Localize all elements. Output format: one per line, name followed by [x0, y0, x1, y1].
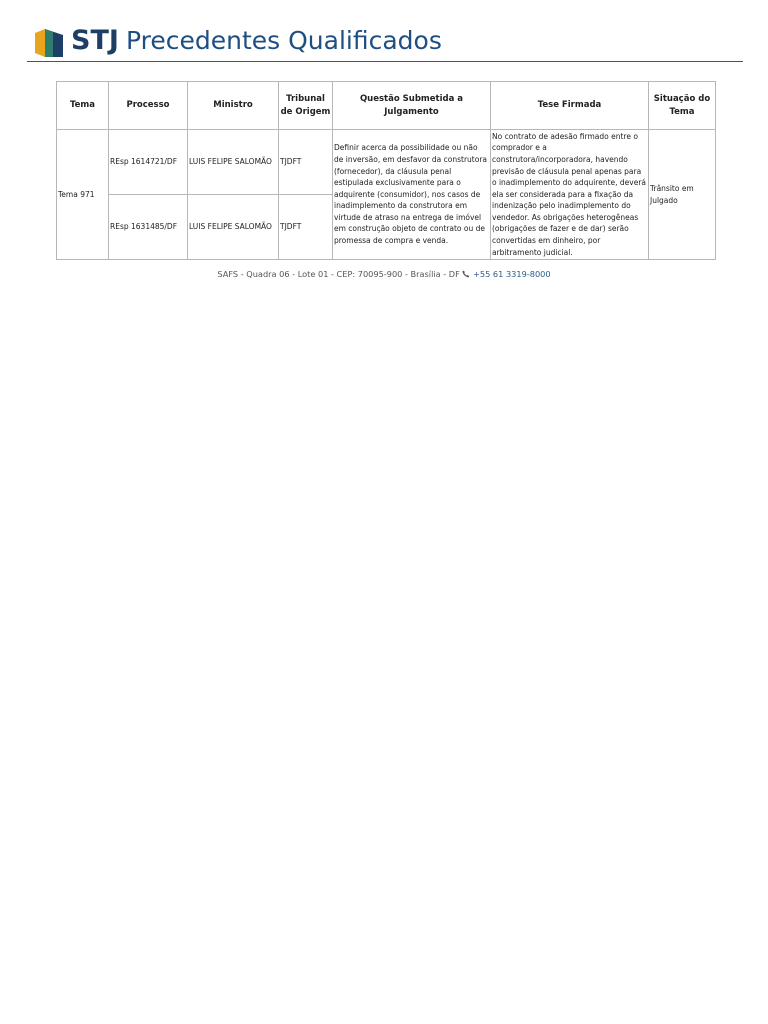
- footer-address: SAFS - Quadra 06 - Lote 01 - CEP: 70095-900 - Brasília - DF: [217, 269, 460, 279]
- page-title: Precedentes Qualificados: [126, 26, 442, 55]
- column-header-tese: Tese Firmada: [491, 82, 649, 130]
- cell-ministro: LUIS FELIPE SALOMÃO: [188, 195, 279, 260]
- column-header-situacao: Situação do Tema: [649, 82, 716, 130]
- cell-tribunal: TJDFT: [279, 195, 333, 260]
- column-header-tribunal: Tribunal de Origem: [279, 82, 333, 130]
- logo-text: STJ: [71, 25, 119, 56]
- precedents-table: [56, 81, 716, 260]
- cell-processo[interactable]: REsp 1631485/DF: [109, 195, 188, 260]
- column-header-questao: Questão Submetida a Julgamento: [333, 82, 491, 130]
- cell-ministro: LUIS FELIPE SALOMÃO: [188, 130, 279, 195]
- cell-tribunal: TJDFT: [279, 130, 333, 195]
- cell-situacao: Trânsito em Julgado: [649, 130, 716, 260]
- cell-tema: Tema 971: [57, 130, 109, 260]
- footer-phone-link[interactable]: +55 61 3319-8000: [473, 269, 551, 279]
- cell-processo[interactable]: REsp 1614721/DF: [109, 130, 188, 195]
- phone-icon: [462, 270, 470, 278]
- cell-questao: Definir acerca da possibilidade ou não de inversão, em desfavor da construtora (fornecedor), da cláusula penal estipulada exclusivamente para o adquirente (consumidor), nos casos de inadimplemento da construtora em virtude de atraso na entrega de imóvel em construção objeto de contrato ou de promessa de compra e venda.: [333, 130, 491, 260]
- column-header-processo: Processo: [109, 82, 188, 130]
- stj-logo-icon: [33, 27, 65, 59]
- column-header-tema: Tema: [57, 82, 109, 130]
- table-header-row: [57, 82, 716, 130]
- page-footer: [0, 269, 768, 279]
- table-row: [57, 130, 716, 195]
- cell-tese: No contrato de adesão firmado entre o comprador e a construtora/incorporadora, havendo previsão de cláusula penal apenas para o inadimplemento do adquirente, deverá ela ser considerada para a fixação da indenização pelo inadimplemento do vendedor. As obrigações heterogêneas (obrigações de fazer e de dar) serão convertidas em dinheiro, por arbitramento judicial.: [491, 130, 649, 260]
- column-header-ministro: Ministro: [188, 82, 279, 130]
- page-header: [27, 24, 743, 62]
